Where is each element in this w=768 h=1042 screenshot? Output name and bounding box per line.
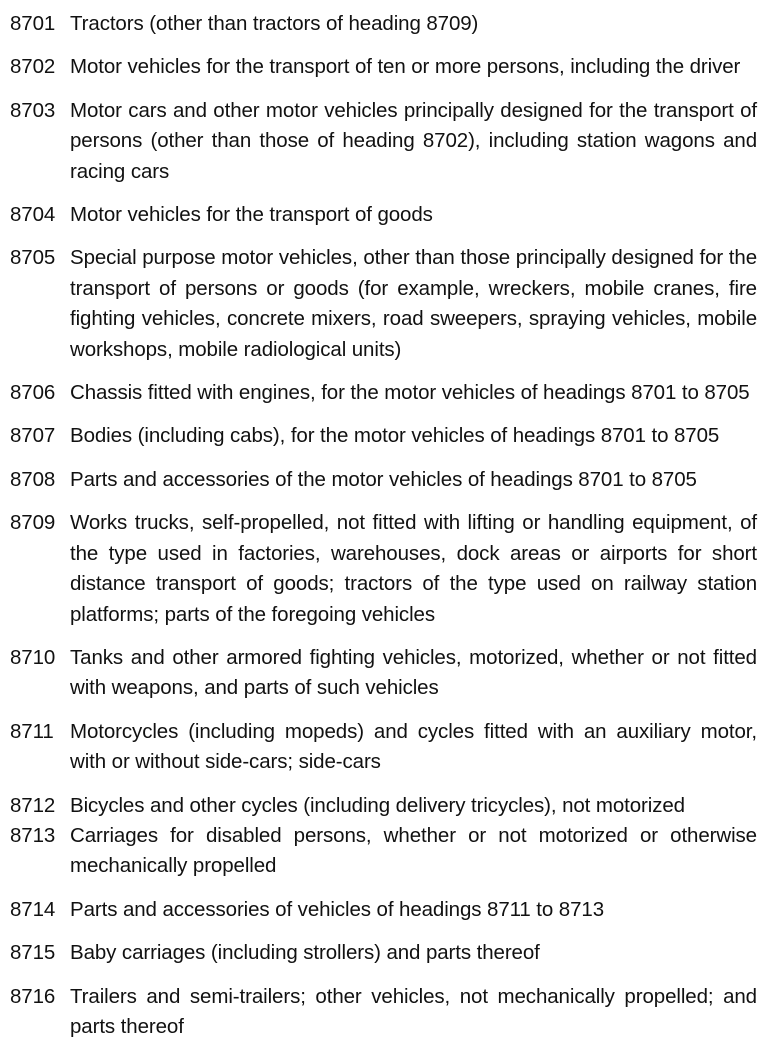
- hs-description: Chassis fitted with engines, for the motor vehicles of headings 8701 to 8705: [70, 381, 750, 405]
- hs-description: Motorcycles (including mopeds) and cycles fitted with an auxiliary motor, with or without side-cars; side-cars: [70, 719, 757, 774]
- hs-description: Bodies (including cabs), for the motor vehicles of headings 8701 to 8705: [70, 424, 720, 448]
- hs-description: Baby carriages (including strollers) and parts thereof: [70, 941, 540, 965]
- hs-code: 8713: [10, 823, 56, 847]
- hs-description: Special purpose motor vehicles, other than those principally designed for the transport of persons or goods (for example, wreckers, mobile cranes, fire fighting vehicles, concrete mixers, road sweepers, spraying vehicles, mobile workshops, mobile radiological units): [70, 246, 757, 361]
- hs-code: 8704: [10, 203, 56, 227]
- hs-code: 8716: [10, 984, 56, 1008]
- hs-code: 8706: [10, 381, 56, 405]
- tariff-heading-row: [10, 200, 757, 230]
- tariff-heading-row: [10, 508, 757, 630]
- hs-code: 8707: [10, 424, 56, 448]
- hs-description: Parts and accessories of vehicles of headings 8711 to 8713: [70, 897, 604, 921]
- hs-description: Trailers and semi-trailers; other vehicles, not mechanically propelled; and parts thereof: [70, 984, 757, 1038]
- tariff-heading-row: [10, 421, 757, 451]
- tariff-heading-row: [10, 982, 757, 1042]
- hs-description: Bicycles and other cycles (including delivery tricycles), not motorized: [70, 793, 685, 817]
- hs-code: 8710: [10, 645, 56, 669]
- hs-description: Tanks and other armored fighting vehicles, motorized, whether or not fitted with weapons, and parts of such vehicles: [70, 645, 757, 700]
- hs-code: 8708: [10, 467, 56, 491]
- tariff-heading-row: [10, 938, 757, 968]
- hs-code: 8711: [10, 719, 54, 743]
- tariff-heading-row: [10, 791, 757, 821]
- hs-description: Motor vehicles for the transport of ten or more persons, including the driver: [70, 55, 741, 79]
- hs-description: Motor vehicles for the transport of goods: [70, 203, 433, 227]
- tariff-heading-row: [10, 643, 757, 704]
- hs-code: 8709: [10, 511, 56, 535]
- tariff-heading-row: [10, 895, 757, 925]
- tariff-heading-row: [10, 96, 757, 187]
- tariff-heading-row: [10, 243, 757, 365]
- tariff-heading-row: [10, 465, 757, 495]
- hs-code: 8705: [10, 246, 56, 270]
- hs-code: 8703: [10, 98, 56, 122]
- hs-description: Tractors (other than tractors of heading 8709): [70, 12, 479, 35]
- hs-description: Carriages for disabled persons, whether or not motorized or otherwise mechanically propelled: [70, 823, 757, 878]
- hs-description: Motor cars and other motor vehicles principally designed for the transport of persons (other than those of heading 8702), including station wagons and racing cars: [70, 98, 757, 183]
- hs-code: 8702: [10, 55, 56, 79]
- hs-code: 8712: [10, 793, 56, 817]
- hs-description: Works trucks, self-propelled, not fitted with lifting or handling equipment, of the type used in factories, warehouses, dock areas or airports for short distance transport of goods; tractors of the type used on railway station platforms; parts of the foregoing vehicles: [70, 511, 757, 626]
- tariff-heading-row: [10, 378, 757, 408]
- hs-description: Parts and accessories of the motor vehicles of headings 8701 to 8705: [70, 467, 697, 491]
- tariff-heading-row: [10, 821, 757, 882]
- tariff-heading-row: [10, 52, 757, 82]
- hs-code: 8701: [10, 12, 56, 35]
- hs-code: 8714: [10, 897, 56, 921]
- tariff-heading-row: [10, 9, 757, 39]
- tariff-heading-row: [10, 717, 757, 778]
- hs-code: 8715: [10, 941, 56, 965]
- tariff-heading-list: [10, 9, 757, 1042]
